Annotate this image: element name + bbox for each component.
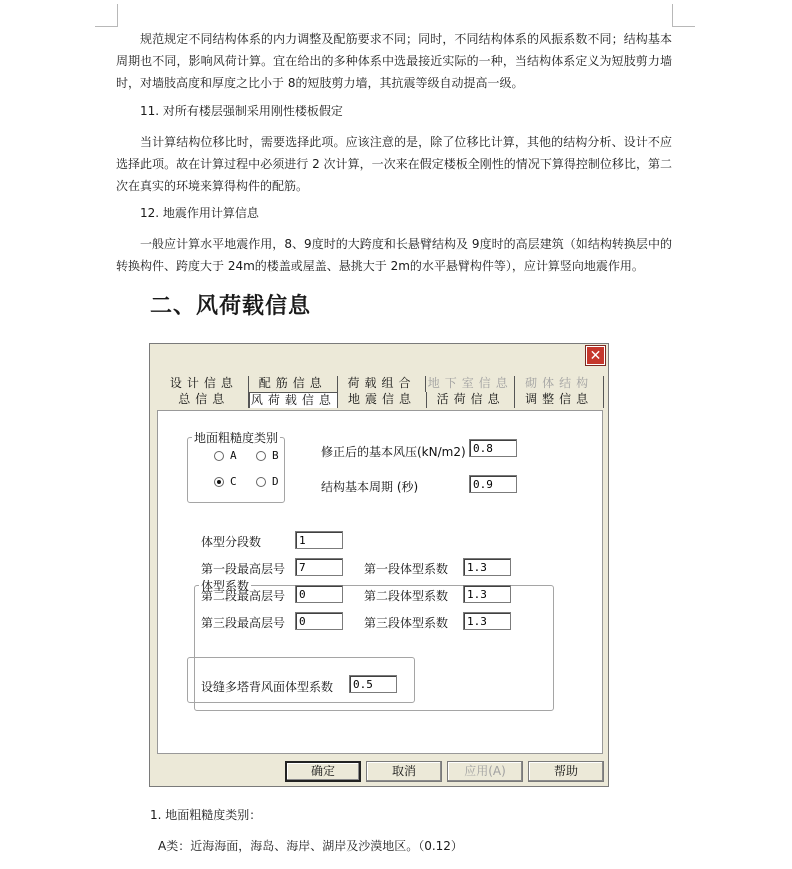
- roughness-radio-c[interactable]: [214, 475, 237, 488]
- dialog-titlebar: [150, 344, 608, 368]
- wind-pressure-input[interactable]: [469, 439, 517, 457]
- tab-row-1: [160, 376, 604, 392]
- paragraph-structure-system: 规范规定不同结构体系的内力调整及配筋要求不同；同时，不同结构体系的风振系数不同；结构基本周期也不同，影响风荷计算。宜在给出的多种体系中选最接近实际的一种，当结构体系定义为短肢剪力墙时，对墙肢高度和厚度之比小于 8的短肢剪力墙，其抗震等级自动提高一级。: [116, 32, 672, 90]
- segment1-coef-input[interactable]: [463, 558, 511, 576]
- segment1-floor-input[interactable]: [295, 558, 343, 576]
- ok-button[interactable]: 确定: [285, 761, 361, 782]
- wind-load-panel: [157, 410, 603, 754]
- tab-row-2: [160, 392, 604, 408]
- paragraph-rigid-floor: 当计算结构位移比时，需要选择此项。应该注意的是，除了位移比计算，其他的结构分析、设计不应选择此项。故在计算过程中必须进行 2 次计算，一次来在假定楼板全刚性的情况下算得控制位移比，第二次在真实的环境来算得构件的配筋。: [116, 135, 672, 193]
- roughness-radio-d[interactable]: [256, 475, 279, 488]
- cancel-button[interactable]: 取消: [366, 761, 442, 782]
- radio-label: B: [272, 449, 279, 462]
- segment3-coef-input[interactable]: [463, 612, 511, 630]
- tab-live-load-info[interactable]: 活荷信息: [427, 392, 516, 408]
- radio-label: A: [230, 449, 237, 462]
- close-icon: ✕: [589, 348, 602, 364]
- segments-label: 体型分段数: [201, 535, 262, 549]
- tab-general-info[interactable]: 总信息: [160, 392, 249, 408]
- radio-unchecked-icon: [214, 451, 224, 461]
- segment1-coef-label: 第一段体型系数: [364, 562, 449, 576]
- tab-strip: [160, 376, 604, 408]
- page-corner-mark-right: [672, 4, 695, 27]
- wind-load-dialog: [149, 343, 609, 787]
- segment2-coef-label: 第二段体型系数: [364, 589, 449, 603]
- roughness-radio-b[interactable]: [256, 449, 279, 462]
- heading-seismic-info: 12. 地震作用计算信息: [140, 206, 259, 220]
- radio-checked-icon: [214, 477, 224, 487]
- tab-design-info[interactable]: 设计信息: [160, 376, 249, 392]
- tab-basement-info[interactable]: 地下室信息: [426, 376, 515, 392]
- segments-input[interactable]: [295, 531, 343, 549]
- roughness-legend: 地面粗糙度类别: [194, 431, 279, 445]
- tab-masonry-structure[interactable]: 砌体结构: [515, 376, 604, 392]
- period-input[interactable]: [469, 475, 517, 493]
- tower-coef-input[interactable]: [349, 675, 397, 693]
- tab-load-combination[interactable]: 荷载组合: [338, 376, 427, 392]
- section-title: 二、风荷载信息: [150, 293, 312, 319]
- radio-label: D: [272, 475, 279, 488]
- radio-label: C: [230, 475, 237, 488]
- shape-coefficient-legend: 体型系数: [201, 579, 250, 593]
- heading-rigid-floor: 11. 对所有楼层强制采用刚性楼板假定: [140, 104, 343, 118]
- segment3-coef-label: 第三段体型系数: [364, 616, 449, 630]
- tab-wind-load-info[interactable]: 风荷载信息: [249, 392, 339, 408]
- wind-pressure-label: 修正后的基本风压(kN/m2): [321, 445, 466, 459]
- roughness-class-a: A类：近海海面，海岛、海岸、湖岸及沙漠地区。（0.12）: [158, 839, 463, 853]
- close-button[interactable]: [586, 346, 605, 365]
- radio-unchecked-icon: [256, 451, 266, 461]
- page-corner-mark-left: [95, 4, 118, 27]
- segment3-floor-input[interactable]: [295, 612, 343, 630]
- roughness-heading: 1. 地面粗糙度类别：: [150, 808, 262, 822]
- paragraph-seismic-info: 一般应计算水平地震作用，8、9度时的大跨度和长悬臂结构及 9度时的高层建筑（如结构转换层中的转换构件、跨度大于 24m的楼盖或屋盖、悬挑大于 2m的水平悬臂构件等），应计算竖向地震作用。: [116, 237, 672, 273]
- segment2-floor-label: 第二段最高层号: [201, 589, 286, 603]
- segment1-floor-label: 第一段最高层号: [201, 562, 286, 576]
- roughness-group: [187, 429, 285, 503]
- segment2-coef-input[interactable]: [463, 585, 511, 603]
- radio-unchecked-icon: [256, 477, 266, 487]
- tower-coef-label: 设缝多塔背风面体型系数: [201, 680, 334, 694]
- tab-adjustment-info[interactable]: 调整信息: [515, 392, 604, 408]
- segment2-floor-input[interactable]: [295, 585, 343, 603]
- roughness-radio-a[interactable]: [214, 449, 237, 462]
- tab-reinforcement-info[interactable]: 配筋信息: [249, 376, 338, 392]
- period-label: 结构基本周期 (秒): [321, 480, 419, 494]
- tab-seismic-info[interactable]: 地震信息: [338, 392, 427, 408]
- segment3-floor-label: 第三段最高层号: [201, 616, 286, 630]
- apply-button[interactable]: 应用(A): [447, 761, 523, 782]
- help-button[interactable]: 帮助: [528, 761, 604, 782]
